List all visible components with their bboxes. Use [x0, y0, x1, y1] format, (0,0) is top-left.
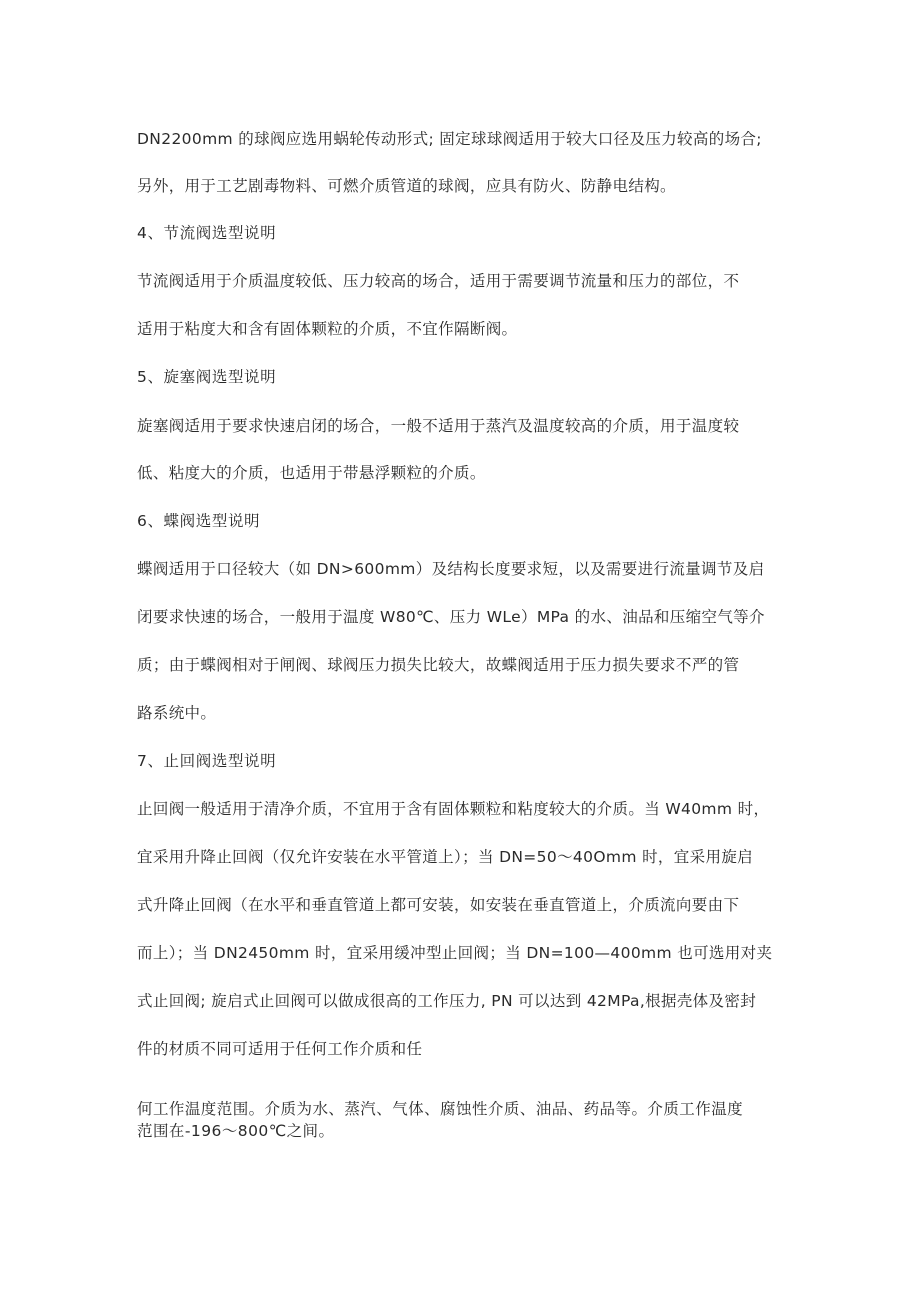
section-heading: 4、节流阀选型说明 — [137, 224, 277, 242]
section-heading: 7、止回阀选型说明 — [137, 752, 277, 770]
text-line: 适用于粘度大和含有固体颗粒的介质，不宜作隔断阀。 — [137, 320, 518, 338]
text-line: 旋塞阀适用于要求快速启闭的场合，一般不适用于蒸汽及温度较高的介质，用于温度较 — [137, 417, 740, 435]
text-line: 范围在-196～800℃之间。 — [137, 1122, 335, 1140]
text-line: 闭要求快速的场合，一般用于温度 W80℃、压力 WLe）MPa 的水、油品和压缩空气等介 — [137, 608, 765, 626]
text-line: 式升降止回阀（在水平和垂直管道上都可安装，如安装在垂直管道上，介质流向要由下 — [137, 896, 740, 914]
section-heading: 6、蝶阀选型说明 — [137, 512, 261, 530]
text-line: 何工作温度范围。介质为水、蒸汽、气体、腐蚀性介质、油品、药品等。介质工作温度 — [137, 1100, 744, 1118]
text-line: 式止回阀; 旋启式止回阀可以做成很高的工作压力, PN 可以达到 42MPa,根据壳体及密封 — [137, 992, 757, 1010]
text-line: 节流阀适用于介质温度较低、压力较高的场合，适用于需要调节流量和压力的部位，不 — [137, 272, 740, 290]
text-line: 宜采用升降止回阀（仅允许安装在水平管道上）；当 DN=50～40Omm 时，宜采用旋启 — [137, 848, 754, 866]
text-line: DN2200mm 的球阀应选用蜗轮传动形式; 固定球球阀适用于较大口径及压力较高的场合; — [137, 130, 762, 148]
text-line: 另外，用于工艺剧毒物料、可燃介质管道的球阀，应具有防火、防静电结构。 — [137, 177, 676, 195]
paragraph-continuation — [137, 1098, 802, 1142]
text-line: 蝶阀适用于口径较大（如 DN>600mm）及结构长度要求短，以及需要进行流量调节及启 — [137, 560, 765, 578]
text-line: 低、粘度大的介质，也适用于带悬浮颗粒的介质。 — [137, 464, 486, 482]
text-line: 件的材质不同可适用于任何工作介质和任 — [137, 1040, 423, 1058]
text-line: 而上）；当 DN2450mm 时，宜采用缓冲型止回阀；当 DN=100—400mm 也可选用对夹 — [137, 944, 773, 962]
text-line: 止回阀一般适用于清净介质，不宜用于含有固体颗粒和粘度较大的介质。当 W40mm 时， — [137, 800, 770, 818]
text-line: 路系统中。 — [137, 704, 217, 722]
section-heading: 5、旋塞阀选型说明 — [137, 368, 277, 386]
text-line: 质；由于蝶阀相对于闸阀、球阀压力损失比较大，故蝶阀适用于压力损失要求不严的管 — [137, 656, 740, 674]
